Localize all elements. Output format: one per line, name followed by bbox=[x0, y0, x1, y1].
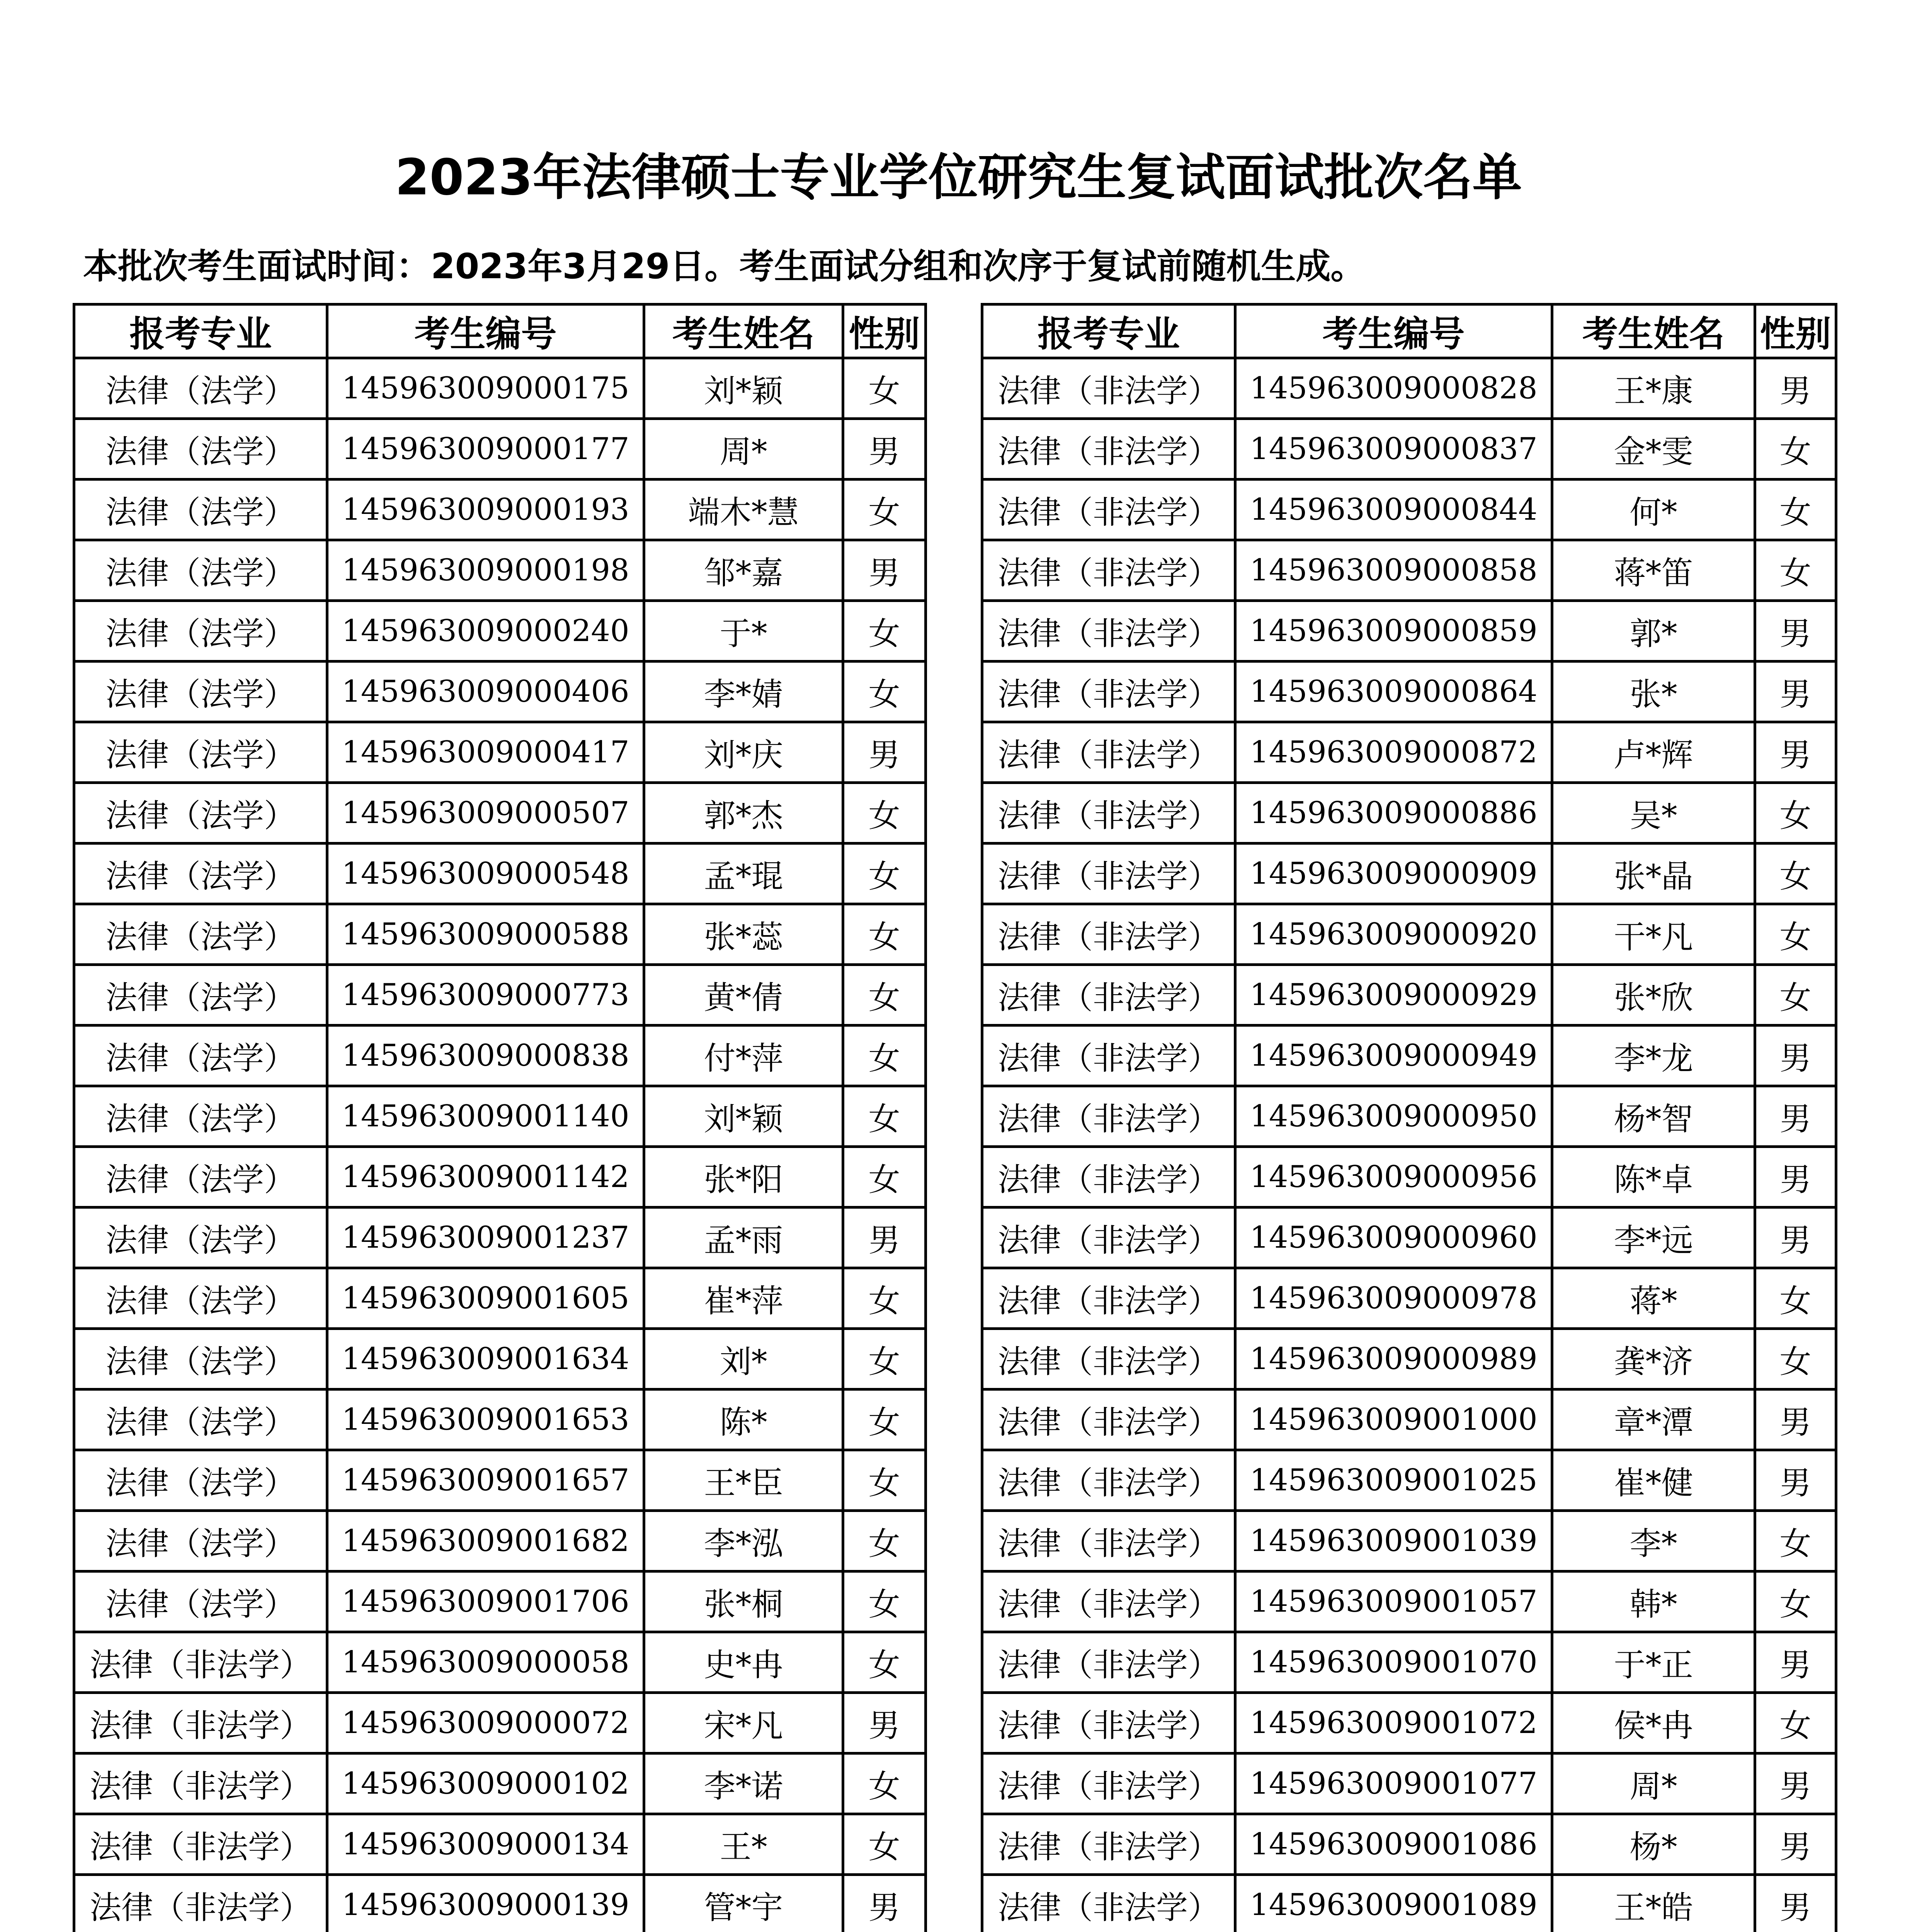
cell-gender: 女 bbox=[843, 1571, 926, 1632]
table-row bbox=[982, 540, 1836, 601]
table-row bbox=[74, 1632, 926, 1693]
header-gender: 性别 bbox=[1755, 304, 1836, 358]
table-row bbox=[982, 662, 1836, 722]
cell-major: 法律（法学） bbox=[74, 965, 327, 1026]
cell-candidate-name: 陈* bbox=[644, 1389, 843, 1450]
cell-candidate-id: 145963009000872 bbox=[1235, 722, 1552, 783]
table-row bbox=[74, 1511, 926, 1571]
cell-candidate-id: 145963009000193 bbox=[327, 480, 644, 540]
cell-gender: 男 bbox=[843, 419, 926, 480]
cell-candidate-id: 145963009001025 bbox=[1235, 1450, 1552, 1511]
cell-candidate-id: 145963009000198 bbox=[327, 540, 644, 601]
cell-gender: 女 bbox=[843, 1086, 926, 1147]
cell-candidate-id: 145963009000838 bbox=[327, 1026, 644, 1086]
cell-gender: 男 bbox=[1755, 1753, 1836, 1814]
cell-candidate-name: 张*晶 bbox=[1552, 844, 1755, 904]
cell-candidate-name: 周* bbox=[1552, 1753, 1755, 1814]
cell-major: 法律（法学） bbox=[74, 1026, 327, 1086]
table-row bbox=[74, 1086, 926, 1147]
cell-gender: 男 bbox=[1755, 722, 1836, 783]
roster-body-right bbox=[982, 358, 1836, 1932]
cell-gender: 女 bbox=[843, 480, 926, 540]
cell-candidate-id: 145963009001072 bbox=[1235, 1693, 1552, 1753]
table-row bbox=[982, 1753, 1836, 1814]
cell-major: 法律（非法学） bbox=[982, 1026, 1235, 1086]
cell-gender: 男 bbox=[1755, 1147, 1836, 1208]
cell-gender: 女 bbox=[1755, 480, 1836, 540]
cell-candidate-name: 何* bbox=[1552, 480, 1755, 540]
cell-gender: 女 bbox=[843, 1814, 926, 1875]
cell-major: 法律（非法学） bbox=[982, 1571, 1235, 1632]
cell-gender: 女 bbox=[1755, 419, 1836, 480]
cell-candidate-name: 管*宇 bbox=[644, 1875, 843, 1932]
cell-major: 法律（非法学） bbox=[982, 1814, 1235, 1875]
table-header-row bbox=[74, 304, 926, 358]
cell-candidate-name: 蒋*笛 bbox=[1552, 540, 1755, 601]
cell-candidate-name: 卢*辉 bbox=[1552, 722, 1755, 783]
cell-gender: 男 bbox=[843, 1875, 926, 1932]
cell-candidate-id: 145963009001682 bbox=[327, 1511, 644, 1571]
cell-gender: 男 bbox=[1755, 601, 1836, 662]
cell-major: 法律（法学） bbox=[74, 1208, 327, 1268]
cell-gender: 女 bbox=[843, 965, 926, 1026]
cell-candidate-id: 145963009000417 bbox=[327, 722, 644, 783]
cell-major: 法律（非法学） bbox=[982, 1329, 1235, 1389]
table-row bbox=[74, 904, 926, 965]
cell-candidate-name: 杨*智 bbox=[1552, 1086, 1755, 1147]
cell-candidate-name: 张*蕊 bbox=[644, 904, 843, 965]
cell-candidate-id: 145963009000773 bbox=[327, 965, 644, 1026]
cell-candidate-id: 145963009000956 bbox=[1235, 1147, 1552, 1208]
cell-candidate-name: 刘*庆 bbox=[644, 722, 843, 783]
cell-major: 法律（非法学） bbox=[982, 1147, 1235, 1208]
cell-major: 法律（法学） bbox=[74, 601, 327, 662]
cell-major: 法律（法学） bbox=[74, 1086, 327, 1147]
cell-major: 法律（非法学） bbox=[982, 358, 1235, 419]
table-row bbox=[982, 1693, 1836, 1753]
table-row bbox=[74, 1026, 926, 1086]
table-row bbox=[74, 480, 926, 540]
cell-candidate-name: 孟*琨 bbox=[644, 844, 843, 904]
table-row bbox=[74, 1693, 926, 1753]
table-row bbox=[982, 1875, 1836, 1932]
cell-gender: 女 bbox=[1755, 1268, 1836, 1329]
table-row bbox=[982, 358, 1836, 419]
cell-candidate-id: 145963009000929 bbox=[1235, 965, 1552, 1026]
cell-candidate-id: 145963009000837 bbox=[1235, 419, 1552, 480]
cell-candidate-name: 李*泓 bbox=[644, 1511, 843, 1571]
header-major: 报考专业 bbox=[982, 304, 1235, 358]
table-row bbox=[982, 965, 1836, 1026]
table-row bbox=[74, 722, 926, 783]
cell-candidate-id: 145963009000102 bbox=[327, 1753, 644, 1814]
cell-gender: 女 bbox=[843, 783, 926, 844]
cell-candidate-name: 王*皓 bbox=[1552, 1875, 1755, 1932]
cell-candidate-name: 张* bbox=[1552, 662, 1755, 722]
cell-gender: 男 bbox=[843, 540, 926, 601]
cell-gender: 男 bbox=[1755, 358, 1836, 419]
cell-candidate-name: 李*婧 bbox=[644, 662, 843, 722]
cell-candidate-id: 145963009001086 bbox=[1235, 1814, 1552, 1875]
cell-candidate-name: 刘* bbox=[644, 1329, 843, 1389]
table-row bbox=[982, 1208, 1836, 1268]
cell-candidate-name: 于*正 bbox=[1552, 1632, 1755, 1693]
cell-major: 法律（非法学） bbox=[982, 783, 1235, 844]
cell-major: 法律（法学） bbox=[74, 722, 327, 783]
cell-candidate-id: 145963009001000 bbox=[1235, 1389, 1552, 1450]
cell-major: 法律（非法学） bbox=[982, 480, 1235, 540]
cell-major: 法律（非法学） bbox=[982, 1389, 1235, 1450]
table-row bbox=[74, 1814, 926, 1875]
cell-gender: 男 bbox=[1755, 1450, 1836, 1511]
cell-candidate-id: 145963009000920 bbox=[1235, 904, 1552, 965]
cell-candidate-id: 145963009000989 bbox=[1235, 1329, 1552, 1389]
table-row bbox=[74, 540, 926, 601]
table-row bbox=[74, 1329, 926, 1389]
cell-major: 法律（非法学） bbox=[982, 1632, 1235, 1693]
cell-major: 法律（非法学） bbox=[982, 662, 1235, 722]
cell-major: 法律（法学） bbox=[74, 540, 327, 601]
cell-major: 法律（法学） bbox=[74, 1511, 327, 1571]
cell-major: 法律（非法学） bbox=[982, 1450, 1235, 1511]
cell-major: 法律（非法学） bbox=[982, 1086, 1235, 1147]
cell-candidate-id: 145963009001706 bbox=[327, 1571, 644, 1632]
cell-candidate-name: 李*龙 bbox=[1552, 1026, 1755, 1086]
table-row bbox=[982, 601, 1836, 662]
cell-candidate-name: 黄*倩 bbox=[644, 965, 843, 1026]
cell-candidate-name: 刘*颖 bbox=[644, 1086, 843, 1147]
table-row bbox=[982, 1571, 1836, 1632]
header-candidate-id: 考生编号 bbox=[1235, 304, 1552, 358]
cell-gender: 男 bbox=[1755, 1208, 1836, 1268]
cell-gender: 女 bbox=[1755, 1511, 1836, 1571]
cell-gender: 男 bbox=[1755, 1389, 1836, 1450]
cell-candidate-id: 145963009000139 bbox=[327, 1875, 644, 1932]
table-row bbox=[74, 1208, 926, 1268]
cell-major: 法律（非法学） bbox=[982, 965, 1235, 1026]
cell-candidate-name: 崔*健 bbox=[1552, 1450, 1755, 1511]
cell-candidate-id: 145963009000588 bbox=[327, 904, 644, 965]
cell-major: 法律（非法学） bbox=[982, 1693, 1235, 1753]
table-row bbox=[982, 480, 1836, 540]
cell-gender: 女 bbox=[843, 1147, 926, 1208]
cell-candidate-name: 王* bbox=[644, 1814, 843, 1875]
cell-gender: 女 bbox=[843, 1632, 926, 1693]
cell-major: 法律（非法学） bbox=[74, 1875, 327, 1932]
cell-candidate-id: 145963009000406 bbox=[327, 662, 644, 722]
cell-gender: 女 bbox=[1755, 904, 1836, 965]
cell-gender: 男 bbox=[843, 722, 926, 783]
cell-candidate-id: 145963009001653 bbox=[327, 1389, 644, 1450]
cell-candidate-name: 史*冉 bbox=[644, 1632, 843, 1693]
table-row bbox=[982, 1268, 1836, 1329]
cell-candidate-id: 145963009001057 bbox=[1235, 1571, 1552, 1632]
cell-major: 法律（非法学） bbox=[74, 1632, 327, 1693]
cell-major: 法律（非法学） bbox=[982, 601, 1235, 662]
table-row bbox=[74, 783, 926, 844]
cell-gender: 男 bbox=[1755, 1026, 1836, 1086]
cell-candidate-id: 145963009001077 bbox=[1235, 1753, 1552, 1814]
cell-candidate-name: 侯*冉 bbox=[1552, 1693, 1755, 1753]
cell-gender: 男 bbox=[843, 1693, 926, 1753]
cell-major: 法律（非法学） bbox=[982, 1875, 1235, 1932]
cell-candidate-name: 张*欣 bbox=[1552, 965, 1755, 1026]
cell-candidate-name: 龚*济 bbox=[1552, 1329, 1755, 1389]
cell-major: 法律（法学） bbox=[74, 1268, 327, 1329]
cell-candidate-name: 王*臣 bbox=[644, 1450, 843, 1511]
cell-major: 法律（法学） bbox=[74, 662, 327, 722]
cell-gender: 女 bbox=[1755, 844, 1836, 904]
table-row bbox=[982, 1511, 1836, 1571]
cell-gender: 女 bbox=[843, 1268, 926, 1329]
table-row bbox=[982, 1329, 1836, 1389]
roster-table-right bbox=[981, 303, 1837, 1932]
cell-major: 法律（非法学） bbox=[982, 1511, 1235, 1571]
cell-major: 法律（非法学） bbox=[74, 1814, 327, 1875]
cell-candidate-id: 145963009000072 bbox=[327, 1693, 644, 1753]
table-row bbox=[982, 1147, 1836, 1208]
cell-candidate-id: 145963009000240 bbox=[327, 601, 644, 662]
table-row bbox=[74, 1753, 926, 1814]
cell-gender: 男 bbox=[1755, 662, 1836, 722]
cell-major: 法律（法学） bbox=[74, 1389, 327, 1450]
cell-candidate-name: 宋*凡 bbox=[644, 1693, 843, 1753]
cell-candidate-id: 145963009000844 bbox=[1235, 480, 1552, 540]
cell-major: 法律（非法学） bbox=[982, 722, 1235, 783]
cell-candidate-id: 145963009000960 bbox=[1235, 1208, 1552, 1268]
cell-gender: 女 bbox=[843, 662, 926, 722]
header-gender: 性别 bbox=[843, 304, 926, 358]
cell-candidate-name: 章*潭 bbox=[1552, 1389, 1755, 1450]
cell-major: 法律（法学） bbox=[74, 783, 327, 844]
cell-gender: 男 bbox=[843, 1208, 926, 1268]
cell-candidate-id: 145963009000058 bbox=[327, 1632, 644, 1693]
cell-candidate-name: 李*远 bbox=[1552, 1208, 1755, 1268]
cell-candidate-id: 145963009001039 bbox=[1235, 1511, 1552, 1571]
table-row bbox=[74, 1875, 926, 1932]
cell-candidate-id: 145963009000949 bbox=[1235, 1026, 1552, 1086]
cell-gender: 女 bbox=[1755, 965, 1836, 1026]
cell-candidate-id: 145963009000548 bbox=[327, 844, 644, 904]
table-row bbox=[982, 1026, 1836, 1086]
cell-gender: 女 bbox=[843, 1026, 926, 1086]
table-row bbox=[74, 1268, 926, 1329]
table-row bbox=[982, 1450, 1836, 1511]
cell-candidate-name: 陈*卓 bbox=[1552, 1147, 1755, 1208]
header-candidate-name: 考生姓名 bbox=[644, 304, 843, 358]
cell-candidate-name: 郭* bbox=[1552, 601, 1755, 662]
table-row bbox=[74, 662, 926, 722]
table-row bbox=[982, 1086, 1836, 1147]
roster-body-left bbox=[74, 358, 926, 1932]
cell-major: 法律（非法学） bbox=[982, 904, 1235, 965]
cell-major: 法律（法学） bbox=[74, 844, 327, 904]
page-title: 2023年法律硕士专业学位研究生复试面试批次名单 bbox=[395, 149, 1522, 206]
table-row bbox=[982, 1389, 1836, 1450]
cell-candidate-name: 李* bbox=[1552, 1511, 1755, 1571]
cell-candidate-name: 付*萍 bbox=[644, 1026, 843, 1086]
cell-candidate-id: 145963009000507 bbox=[327, 783, 644, 844]
cell-major: 法律（非法学） bbox=[74, 1693, 327, 1753]
table-row bbox=[74, 601, 926, 662]
cell-candidate-name: 张*桐 bbox=[644, 1571, 843, 1632]
cell-gender: 女 bbox=[1755, 1571, 1836, 1632]
table-row bbox=[982, 1632, 1836, 1693]
cell-candidate-id: 145963009000950 bbox=[1235, 1086, 1552, 1147]
table-row bbox=[982, 904, 1836, 965]
cell-candidate-name: 张*阳 bbox=[644, 1147, 843, 1208]
cell-major: 法律（法学） bbox=[74, 480, 327, 540]
table-row bbox=[74, 1450, 926, 1511]
table-row bbox=[74, 844, 926, 904]
cell-gender: 女 bbox=[843, 844, 926, 904]
table-row bbox=[982, 722, 1836, 783]
cell-gender: 女 bbox=[843, 1511, 926, 1571]
cell-candidate-name: 蒋* bbox=[1552, 1268, 1755, 1329]
cell-candidate-id: 145963009000909 bbox=[1235, 844, 1552, 904]
cell-major: 法律（非法学） bbox=[982, 540, 1235, 601]
cell-gender: 女 bbox=[843, 1389, 926, 1450]
roster-table-left bbox=[73, 303, 927, 1932]
cell-candidate-name: 孟*雨 bbox=[644, 1208, 843, 1268]
interview-time-note: 本批次考生面试时间：2023年3月29日。考生面试分组和次序于复试前随机生成。 bbox=[83, 246, 1366, 287]
cell-candidate-id: 145963009000175 bbox=[327, 358, 644, 419]
cell-candidate-id: 145963009001089 bbox=[1235, 1875, 1552, 1932]
cell-candidate-id: 145963009001237 bbox=[327, 1208, 644, 1268]
cell-gender: 女 bbox=[843, 1753, 926, 1814]
cell-major: 法律（非法学） bbox=[982, 1208, 1235, 1268]
header-candidate-name: 考生姓名 bbox=[1552, 304, 1755, 358]
cell-candidate-id: 145963009001070 bbox=[1235, 1632, 1552, 1693]
table-row bbox=[982, 844, 1836, 904]
cell-candidate-name: 郭*杰 bbox=[644, 783, 843, 844]
header-major: 报考专业 bbox=[74, 304, 327, 358]
cell-gender: 男 bbox=[1755, 1632, 1836, 1693]
cell-candidate-name: 周* bbox=[644, 419, 843, 480]
table-row bbox=[74, 965, 926, 1026]
cell-major: 法律（非法学） bbox=[982, 844, 1235, 904]
cell-gender: 女 bbox=[1755, 1693, 1836, 1753]
cell-candidate-id: 145963009001657 bbox=[327, 1450, 644, 1511]
cell-gender: 女 bbox=[843, 601, 926, 662]
cell-candidate-name: 吴* bbox=[1552, 783, 1755, 844]
cell-gender: 女 bbox=[1755, 1329, 1836, 1389]
cell-major: 法律（法学） bbox=[74, 904, 327, 965]
cell-gender: 女 bbox=[843, 1329, 926, 1389]
cell-gender: 女 bbox=[843, 358, 926, 419]
cell-major: 法律（法学） bbox=[74, 1147, 327, 1208]
cell-major: 法律（法学） bbox=[74, 1329, 327, 1389]
cell-major: 法律（非法学） bbox=[74, 1753, 327, 1814]
cell-candidate-name: 崔*萍 bbox=[644, 1268, 843, 1329]
cell-major: 法律（法学） bbox=[74, 1571, 327, 1632]
cell-candidate-id: 145963009000886 bbox=[1235, 783, 1552, 844]
cell-candidate-name: 杨* bbox=[1552, 1814, 1755, 1875]
cell-major: 法律（法学） bbox=[74, 1450, 327, 1511]
cell-candidate-id: 145963009000177 bbox=[327, 419, 644, 480]
cell-candidate-name: 邹*嘉 bbox=[644, 540, 843, 601]
cell-candidate-name: 端木*慧 bbox=[644, 480, 843, 540]
cell-candidate-name: 韩* bbox=[1552, 1571, 1755, 1632]
table-row bbox=[74, 358, 926, 419]
cell-gender: 女 bbox=[1755, 540, 1836, 601]
cell-candidate-name: 金*雯 bbox=[1552, 419, 1755, 480]
cell-candidate-name: 干*凡 bbox=[1552, 904, 1755, 965]
cell-major: 法律（非法学） bbox=[982, 1268, 1235, 1329]
cell-major: 法律（法学） bbox=[74, 419, 327, 480]
table-row bbox=[74, 1389, 926, 1450]
table-row bbox=[982, 419, 1836, 480]
cell-major: 法律（非法学） bbox=[982, 419, 1235, 480]
cell-candidate-id: 145963009001140 bbox=[327, 1086, 644, 1147]
table-row bbox=[74, 1147, 926, 1208]
cell-gender: 男 bbox=[1755, 1814, 1836, 1875]
table-row bbox=[74, 1571, 926, 1632]
cell-candidate-id: 145963009000864 bbox=[1235, 662, 1552, 722]
table-header-row bbox=[982, 304, 1836, 358]
cell-candidate-id: 145963009001605 bbox=[327, 1268, 644, 1329]
cell-gender: 男 bbox=[1755, 1086, 1836, 1147]
cell-candidate-id: 145963009000978 bbox=[1235, 1268, 1552, 1329]
cell-gender: 女 bbox=[1755, 783, 1836, 844]
header-candidate-id: 考生编号 bbox=[327, 304, 644, 358]
table-row bbox=[982, 1814, 1836, 1875]
cell-candidate-id: 145963009001634 bbox=[327, 1329, 644, 1389]
cell-gender: 女 bbox=[843, 904, 926, 965]
cell-gender: 女 bbox=[843, 1450, 926, 1511]
cell-candidate-id: 145963009000134 bbox=[327, 1814, 644, 1875]
cell-candidate-id: 145963009000859 bbox=[1235, 601, 1552, 662]
table-row bbox=[982, 783, 1836, 844]
cell-candidate-name: 李*诺 bbox=[644, 1753, 843, 1814]
cell-major: 法律（法学） bbox=[74, 358, 327, 419]
table-row bbox=[74, 419, 926, 480]
cell-candidate-name: 于* bbox=[644, 601, 843, 662]
cell-candidate-id: 145963009000828 bbox=[1235, 358, 1552, 419]
cell-candidate-id: 145963009000858 bbox=[1235, 540, 1552, 601]
cell-candidate-name: 刘*颖 bbox=[644, 358, 843, 419]
cell-candidate-id: 145963009001142 bbox=[327, 1147, 644, 1208]
cell-gender: 男 bbox=[1755, 1875, 1836, 1932]
cell-major: 法律（非法学） bbox=[982, 1753, 1235, 1814]
cell-candidate-name: 王*康 bbox=[1552, 358, 1755, 419]
